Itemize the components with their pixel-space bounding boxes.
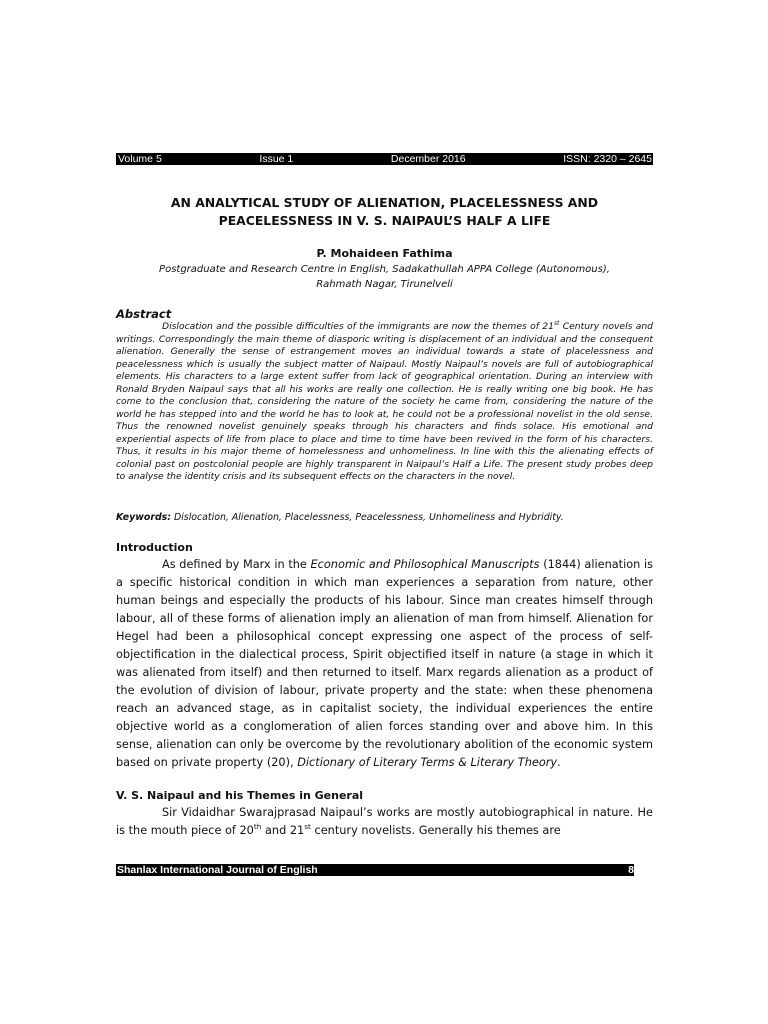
abstract-superscript: st (553, 319, 560, 327)
naipaul-superscript-2: st (304, 822, 311, 832)
title-line-1: AN ANALYTICAL STUDY OF ALIENATION, PLACELESSNESS AND (170, 195, 599, 210)
naipaul-text-a: Sir Vidaidhar Swarajprasad Naipaul’s works are mostly autobiographical in nature. He is the mouth piece of 20 (116, 806, 653, 837)
section-naipaul-paragraph (116, 804, 653, 840)
intro-book-title: Economic and Philosophical Manuscripts (310, 558, 540, 571)
keywords-line (116, 512, 653, 525)
abstract-paragraph (116, 321, 653, 484)
naipaul-text-c: century novelists. Generally his themes are (310, 824, 561, 837)
introduction-heading: Introduction (116, 541, 193, 554)
date-label: December 2016 (390, 153, 466, 165)
affiliation-line-2: Rahmath Nagar, Tirunelveli (316, 278, 453, 290)
intro-text-end: . (557, 756, 561, 769)
author-affiliation (116, 263, 653, 292)
article-title (116, 194, 653, 230)
affiliation-line-1: Postgraduate and Research Centre in English, Sadakathullah APPA College (Autonomous), (159, 264, 610, 275)
keywords-label: Keywords: (116, 512, 171, 523)
section-heading-naipaul-themes: V. S. Naipaul and his Themes in General (116, 789, 364, 802)
journal-page (116, 0, 653, 1024)
intro-text-a: As defined by Marx in the (162, 558, 311, 571)
issue-header-bar (116, 153, 653, 165)
issn-label: ISSN: 2320 – 2645 (563, 153, 652, 165)
naipaul-text-b: and 21 (261, 824, 305, 837)
abstract-body (116, 321, 653, 484)
journal-name: Shanlax International Journal of English (117, 864, 318, 876)
section-naipaul-body (116, 804, 653, 840)
intro-reference-title: Dictionary of Literary Terms & Literary Theory (297, 756, 558, 769)
journal-footer-bar (116, 864, 634, 876)
abstract-text-start: Dislocation and the possible difficulties of the immigrants are now the themes of 21 (162, 321, 554, 332)
introduction-body (116, 556, 653, 772)
volume-label: Volume 5 (118, 153, 162, 165)
author-name: P. Mohaideen Fathima (316, 247, 453, 260)
keywords-list: Dislocation, Alienation, Placelessness, Peacelessness, Unhomeliness and Hybridity. (171, 512, 564, 523)
naipaul-superscript-1: th (253, 822, 262, 832)
abstract-heading: Abstract (116, 307, 172, 321)
issue-label: Issue 1 (259, 153, 294, 165)
introduction-paragraph (116, 556, 653, 772)
intro-text-b: (1844) alienation is a specific historical condition in which man experiences a separation from nature, other human beings and especially the products of his labour. Since man creates himself through labour, all of these forms of alienation imply an alienation of man from himself. Alienation for Hegel had been a philosophical concept expressing one aspect of the process of self-objectification in the dialectical process, Spirit objectified itself in nature (a stage in which it was alienated from itself) and then returned to itself. Marx regards alienation as a product of the evolution of division of labour, private property and the state: when these phenomena reach an advanced stage, as in capitalist society, the individual experiences the entire objective world as a conglomeration of alien forces standing over and above him. In this sense, alienation can only be overcome by the revolutionary abolition of the economic system based on private property (20), (116, 558, 653, 769)
title-line-2: PEACELESSNESS IN V. S. NAIPAUL’S HALF A LIFE (218, 213, 551, 228)
page-number: 8 (628, 864, 634, 876)
abstract-text-rest: Century novels and writings. Correspondingly the main theme of diasporic writing is displacement of an individual and the consequent alienation. Generally the sense of estrangement moves an individual towards a state of placelessness and peacelessness which is usually the subject matter of Naipaul. Mostly Naipaul’s novels are full of autobiographical elements. His characters to a large extent suffer from lack of geographical orientation. During an interview with Ronald Bryden Naipaul says that all his works are really one collection. He is really writing one big book. He has come to the conclusion that, considering the nature of the society he came from, considering the nature of the world he has stepped into and the world he has to look at, he could not be a professional novelist in the old sense. Thus the renowned novelist genuinely speaks through his characters and finds solace. His emotional and experiential aspects of life from place to place and time to time have been revived in the form of his characters. Thus, it results in his major theme of homelessness and unhomeliness. In line with this the alienating effects of colonial past on postcolonial people are highly transparent in Naipaul’s Half a Life. The present study probes deep to analyse the identity crisis and its subsequent effects on the characters in the novel. (116, 321, 653, 482)
